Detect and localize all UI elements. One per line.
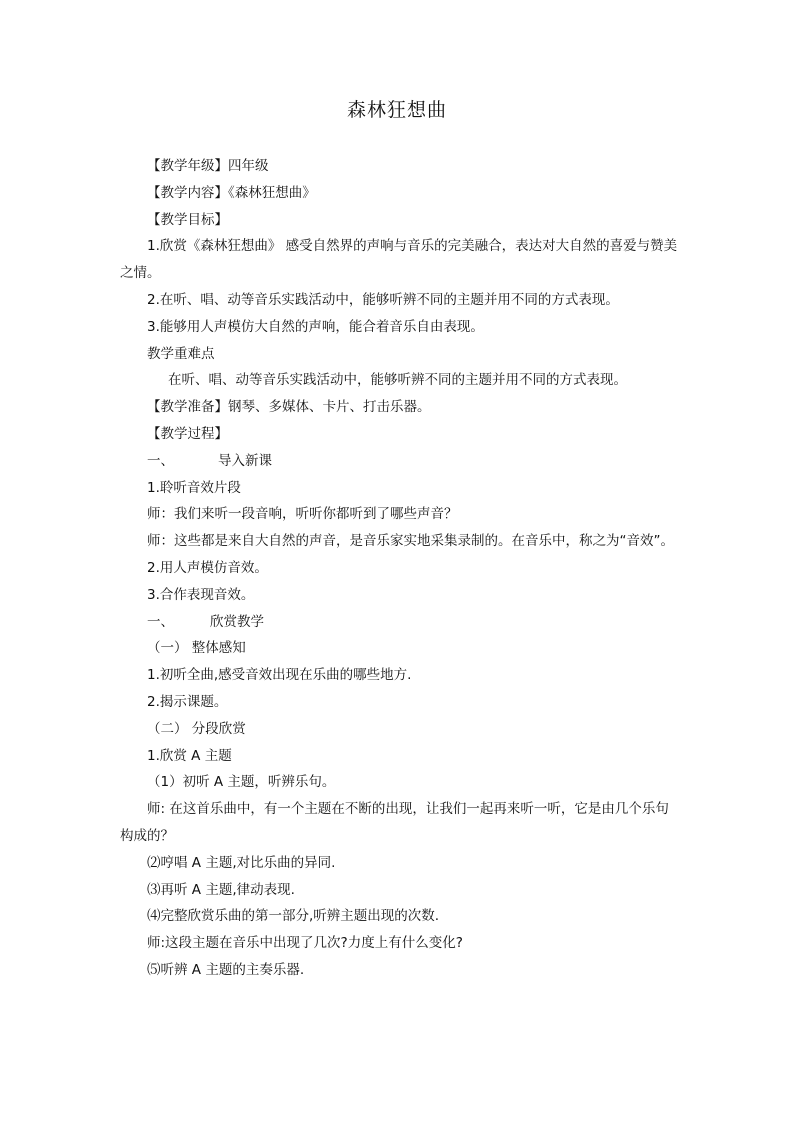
subsection-2-step-5: ⑸听辨 A 主题的主奏乐器. (147, 961, 305, 978)
subsection-1-heading: （一） 整体感知 (147, 640, 246, 657)
grade-line: 【教学年级】四年级 (147, 158, 269, 174)
subsection-2-teacher-2: 师:这段主题在音乐中出现了几次?力度上有什么变化? (147, 935, 463, 952)
section-1-number: 一、 (147, 452, 174, 469)
goal-2: 2.在听、唱、动等音乐实践活动中，能够听辨不同的主题并用不同的方式表现。 (147, 291, 619, 308)
section-2-title: 欣赏教学 (210, 613, 264, 630)
subsection-2-step-4: ⑷完整欣赏乐曲的第一部分,听辨主题出现的次数. (147, 908, 440, 925)
subsection-1-item-2: 2.揭示课题。 (147, 693, 228, 710)
subsection-2-heading: （二） 分段欣赏 (147, 720, 246, 737)
process-heading: 【教学过程】 (147, 425, 228, 442)
goals-heading: 【教学目标】 (147, 211, 228, 228)
key-points-text: 在听、唱、动等音乐实践活动中，能够听辨不同的主题并用不同的方式表现。 (168, 372, 627, 389)
section-1-item-2: 2.用人声模仿音效。 (147, 559, 268, 576)
section-1-teacher-2: 师：这些都是来自大自然的声音，是音乐家实地采集录制的。在音乐中，称之为“音效”。 (147, 533, 674, 550)
subsection-2-step-3: ⑶再听 A 主题,律动表现. (147, 881, 295, 898)
goal-3: 3.能够用人声模仿大自然的声响，能合着音乐自由表现。 (147, 318, 484, 335)
key-points-heading: 教学重难点 (147, 345, 215, 362)
section-1-teacher-1: 师：我们来听一段音响，听听你都听到了哪些声音？ (147, 506, 458, 523)
section-1-heading (120, 448, 680, 475)
subsection-2-step-1: （1）初听 A 主题，听辨乐句。 (147, 774, 336, 791)
document-title: 森林狂想曲 (346, 99, 447, 121)
section-2-number: 一、 (147, 613, 174, 630)
section-1-title: 导入新课 (218, 452, 272, 469)
content-line: 【教学内容】《森林狂想曲》 (147, 184, 316, 201)
document-body (120, 153, 680, 984)
subsection-2-teacher-1: 师: 在这首乐曲中，有一个主题在不断的出现，让我们一起再来听一听，它是由几个乐句构成的？ (120, 801, 669, 844)
subsection-2-step-2: ⑵哼唱 A 主题,对比乐曲的异同. (147, 854, 336, 871)
subsection-1-item-1: 1.初听全曲,感受音效出现在乐曲的哪些地方. (147, 667, 412, 684)
subsection-2-item-1: 1.欣赏 A 主题 (147, 747, 232, 764)
section-1-item-3: 3.合作表现音效。 (147, 586, 255, 603)
section-1-item-1: 1.聆听音效片段 (147, 479, 241, 496)
preparation-line: 【教学准备】钢琴、多媒体、卡片、打击乐器。 (147, 399, 431, 416)
goal-1: 1.欣赏《森林狂想曲》 感受自然界的声响与音乐的完美融合，表达对大自然的喜爱与赞美之情。 (120, 238, 678, 282)
section-2-heading (120, 609, 680, 636)
